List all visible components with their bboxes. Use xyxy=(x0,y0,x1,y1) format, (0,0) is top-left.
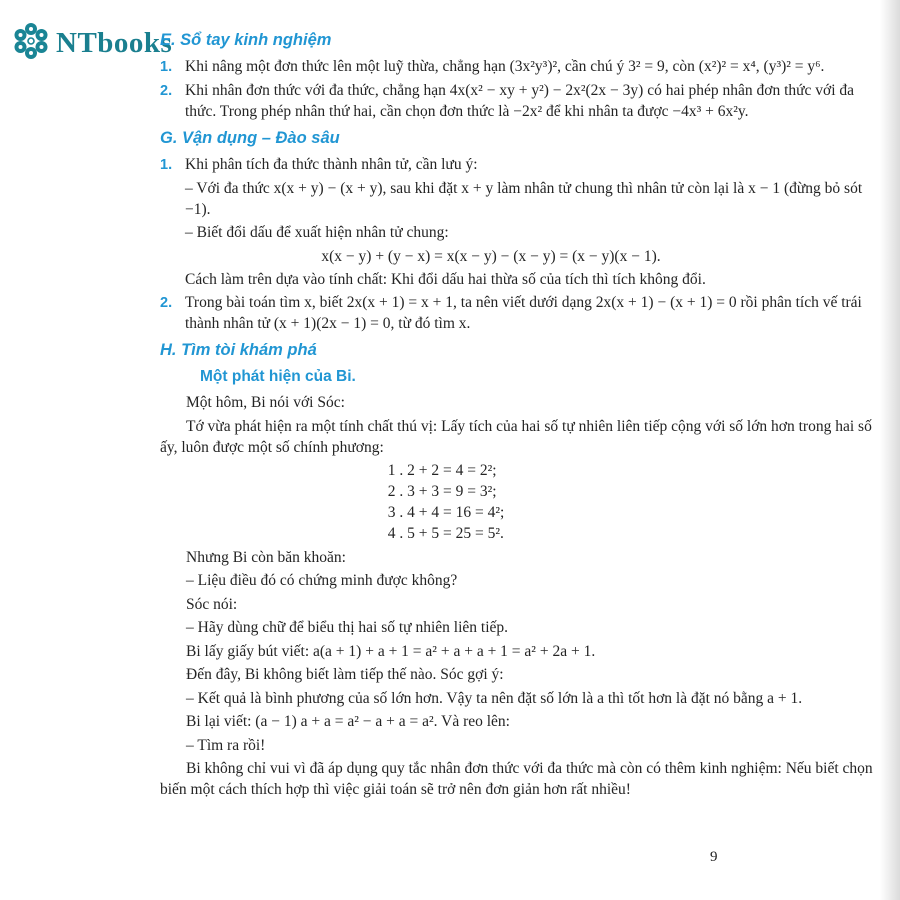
page-content xyxy=(160,24,882,803)
dash-bullet: – Biết đổi dấu để xuất hiện nhân tử chung: xyxy=(185,224,449,241)
list-item xyxy=(160,80,882,122)
dash-bullet: – Với đa thức x(x + y) − (x + y), sau khi đặt x + y làm nhân tử chung thì nhân tử còn lại là x − 1 (đừng bỏ sót −1). xyxy=(185,180,863,218)
section-g-title: G. Vận dụng – Đào sâu xyxy=(160,129,340,147)
equation-line: 4 . 5 + 5 = 25 = 5². xyxy=(387,525,504,542)
list-item xyxy=(160,292,882,334)
item-number: 1. xyxy=(160,157,173,173)
item-text: Khi phân tích đa thức thành nhân tử, cần lưu ý: xyxy=(185,156,478,173)
item-text: Khi nâng một đơn thức lên một luỹ thừa, chẳng hạn (3x²y³)², cần chú ý 3² = 9, còn (x²)² = x⁴, (y³)² = y⁶. xyxy=(185,58,825,75)
list-item xyxy=(160,56,882,78)
item-text: Khi nhân đơn thức với đa thức, chẳng hạn 4x(x² − xy + y²) − 2x²(2x − 3y) có hai phép nhân đơn thức với đa thức. Trong phép nhân thứ hai, cần chọn đơn thức là −2x² để khi nhân ta được −4x³ + 6x²y. xyxy=(185,82,855,120)
paragraph: Bi lại viết: (a − 1) a + a = a² − a + a = a². Và reo lên: xyxy=(186,713,510,730)
paragraph: Một hôm, Bi nói với Sóc: xyxy=(186,394,345,411)
list-item xyxy=(160,154,882,176)
paragraph: Bi không chỉ vui vì đã áp dụng quy tắc nhân đơn thức với đa thức mà còn có thêm kinh nghiệm: Nếu biết chọn biến một cách thích hợp thì việc giải toán sẽ trở nên đơn giản hơn rất nhiều! xyxy=(160,760,873,798)
item-number: 2. xyxy=(160,83,173,99)
paragraph: Sóc nói: xyxy=(186,595,238,613)
brand-logo xyxy=(10,20,172,67)
equation-line: x(x − y) + (y − x) = x(x − y) − (x − y) = (x − y)(x − 1). xyxy=(321,247,661,265)
paragraph: Đến đây, Bi không biết làm tiếp thế nào. Sóc gợi ý: xyxy=(186,666,504,683)
paragraph: Bi lấy giấy bút viết: a(a + 1) + a + 1 = a² + a + a + 1 = a² + 2a + 1. xyxy=(186,642,596,660)
equation-line: 1 . 2 + 2 = 4 = 2²; xyxy=(387,462,497,479)
equation-block xyxy=(160,460,882,544)
page-number: 9 xyxy=(710,849,718,865)
equation-line: 2 . 3 + 3 = 9 = 3²; xyxy=(387,483,497,500)
paragraph: – Hãy dùng chữ để biểu thị hai số tự nhiên liên tiếp. xyxy=(186,619,509,636)
section-e-title: E. Sổ tay kinh nghiệm xyxy=(160,31,332,49)
equation-line: 3 . 4 + 4 = 16 = 4²; xyxy=(387,504,505,521)
item-number: 2. xyxy=(160,295,173,311)
story-subtitle: Một phát hiện của Bi. xyxy=(200,368,356,385)
item-text: Trong bài toán tìm x, biết 2x(x + 1) = x + 1, ta nên viết dưới dạng 2x(x + 1) − (x + 1) = 0 rồi phân tích vế trái thành nhân tử (x + 1)(2x − 1) = 0, từ đó tìm x. xyxy=(185,294,862,332)
paragraph: – Liệu điều đó có chứng minh được không? xyxy=(186,572,458,589)
paragraph: Tớ vừa phát hiện ra một tính chất thú vị: Lấy tích của hai số tự nhiên liên tiếp cộng với số lớn hơn trong hai số ấy, luôn được một số chính phương: xyxy=(160,417,872,456)
section-h-title: H. Tìm tòi khám phá xyxy=(160,341,317,359)
page-edge-shadow xyxy=(880,0,900,900)
ntbooks-logo-icon xyxy=(10,20,52,67)
paragraph: – Tìm ra rồi! xyxy=(186,736,266,754)
paragraph: – Kết quả là bình phương của số lớn hơn. Vậy ta nên đặt số lớn là a thì tốt hơn là đặt nó bằng a + 1. xyxy=(186,689,803,707)
brand-name: NTbooks xyxy=(56,27,173,59)
paragraph: Nhưng Bi còn băn khoăn: xyxy=(186,548,346,566)
note-text: Cách làm trên dựa vào tính chất: Khi đổi dấu hai thừa số của tích thì tích không đổi. xyxy=(185,271,706,288)
item-number: 1. xyxy=(160,59,173,75)
